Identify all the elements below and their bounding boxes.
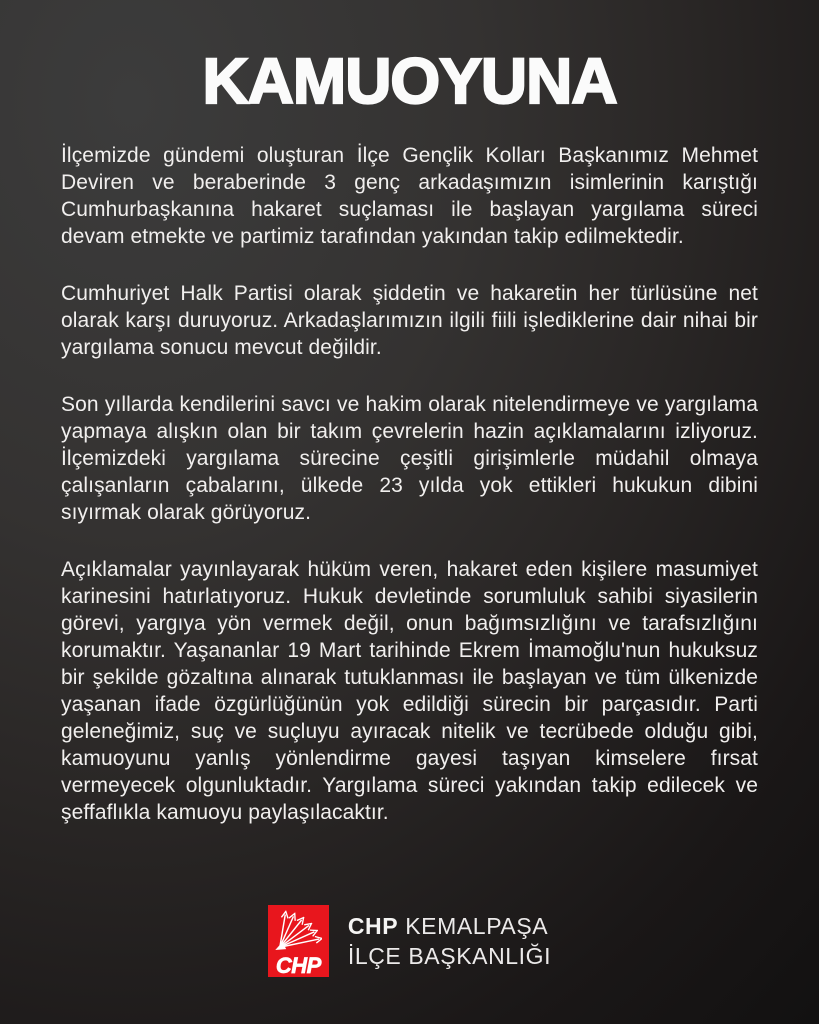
statement-paragraph-2: Cumhuriyet Halk Partisi olarak şiddetin ve hakaretin her türlüsüne net olarak karşı duruyoruz. Arkadaşlarımızın ilgili fiili işlediklerine dair nihai bir yargılama sonucu mevcut değildir. [61, 282, 758, 359]
chp-logo [268, 905, 329, 977]
chp-logo-wordmark: CHP [275, 953, 321, 978]
footer [0, 905, 819, 977]
statement-paragraph-1: İlçemizde gündemi oluşturan İlçe Gençlik Kolları Başkanımız Mehmet Deviren ve beraberinde 3 genç arkadaşımızın isimlerinin karıştığı Cumhurbaşkanına hakaret suçlaması ile başlayan yargılama süreci devam etmekte ve partimiz tarafından yakından takip edilmektedir. [61, 144, 758, 248]
org-line-1 [348, 911, 551, 941]
statement-paragraph-4: Açıklamalar yayınlayarak hüküm veren, hakaret eden kişilere masumiyet karinesini hatırlatıyoruz. Hukuk devletinde sorumluluk sahibi siyasilerin görevi, yargıya yön vermek değil, onun bağımsızlığını ve tarafsızlığını korumaktır. Yaşananlar 19 Mart tarihinde Ekrem İmamoğlu'nun hukuksuz bir şekilde gözaltına alınarak tutuklanması ile başlayan ve tüm ülkenizde yaşanan ifade özgürlüğünün yok edildiği sürecin bir parçasıdır. Parti geleneğimiz, suç ve suçluyu ayıracak nitelik ve tecrübede olduğu gibi, kamuoyunu yanlış yönlendirme gayesi taşıyan kimselere fırsat vermeyecek olgunluktadır. Yargılama süreci yakından takip edilecek ve şeffaflıkla kamuoyu paylaşılacaktır. [61, 558, 758, 824]
statement-body [61, 142, 758, 826]
six-arrows-icon [274, 910, 322, 955]
statement-paragraph-3: Son yıllarda kendilerini savcı ve hakim olarak nitelendirmeye ve yargılama yapmaya alışkın olan bir takım çevrelerin hazin açıklamalarını izliyoruz. İlçemizdeki yargılama sürecine çeşitli girişimlerle müdahil olmaya çalışanların çabalarını, ülkede 23 yılda yok ettikleri hukukun dibini sıyırmak olarak görüyoruz. [61, 393, 758, 524]
org-line-1-district: KEMALPAŞA [405, 913, 549, 939]
org-name [348, 911, 551, 971]
page-title: KAMUOYUNA [202, 45, 617, 117]
org-line-1-acronym: CHP [347, 913, 399, 939]
org-line-2: İLÇE BAŞKANLIĞI [347, 943, 552, 969]
